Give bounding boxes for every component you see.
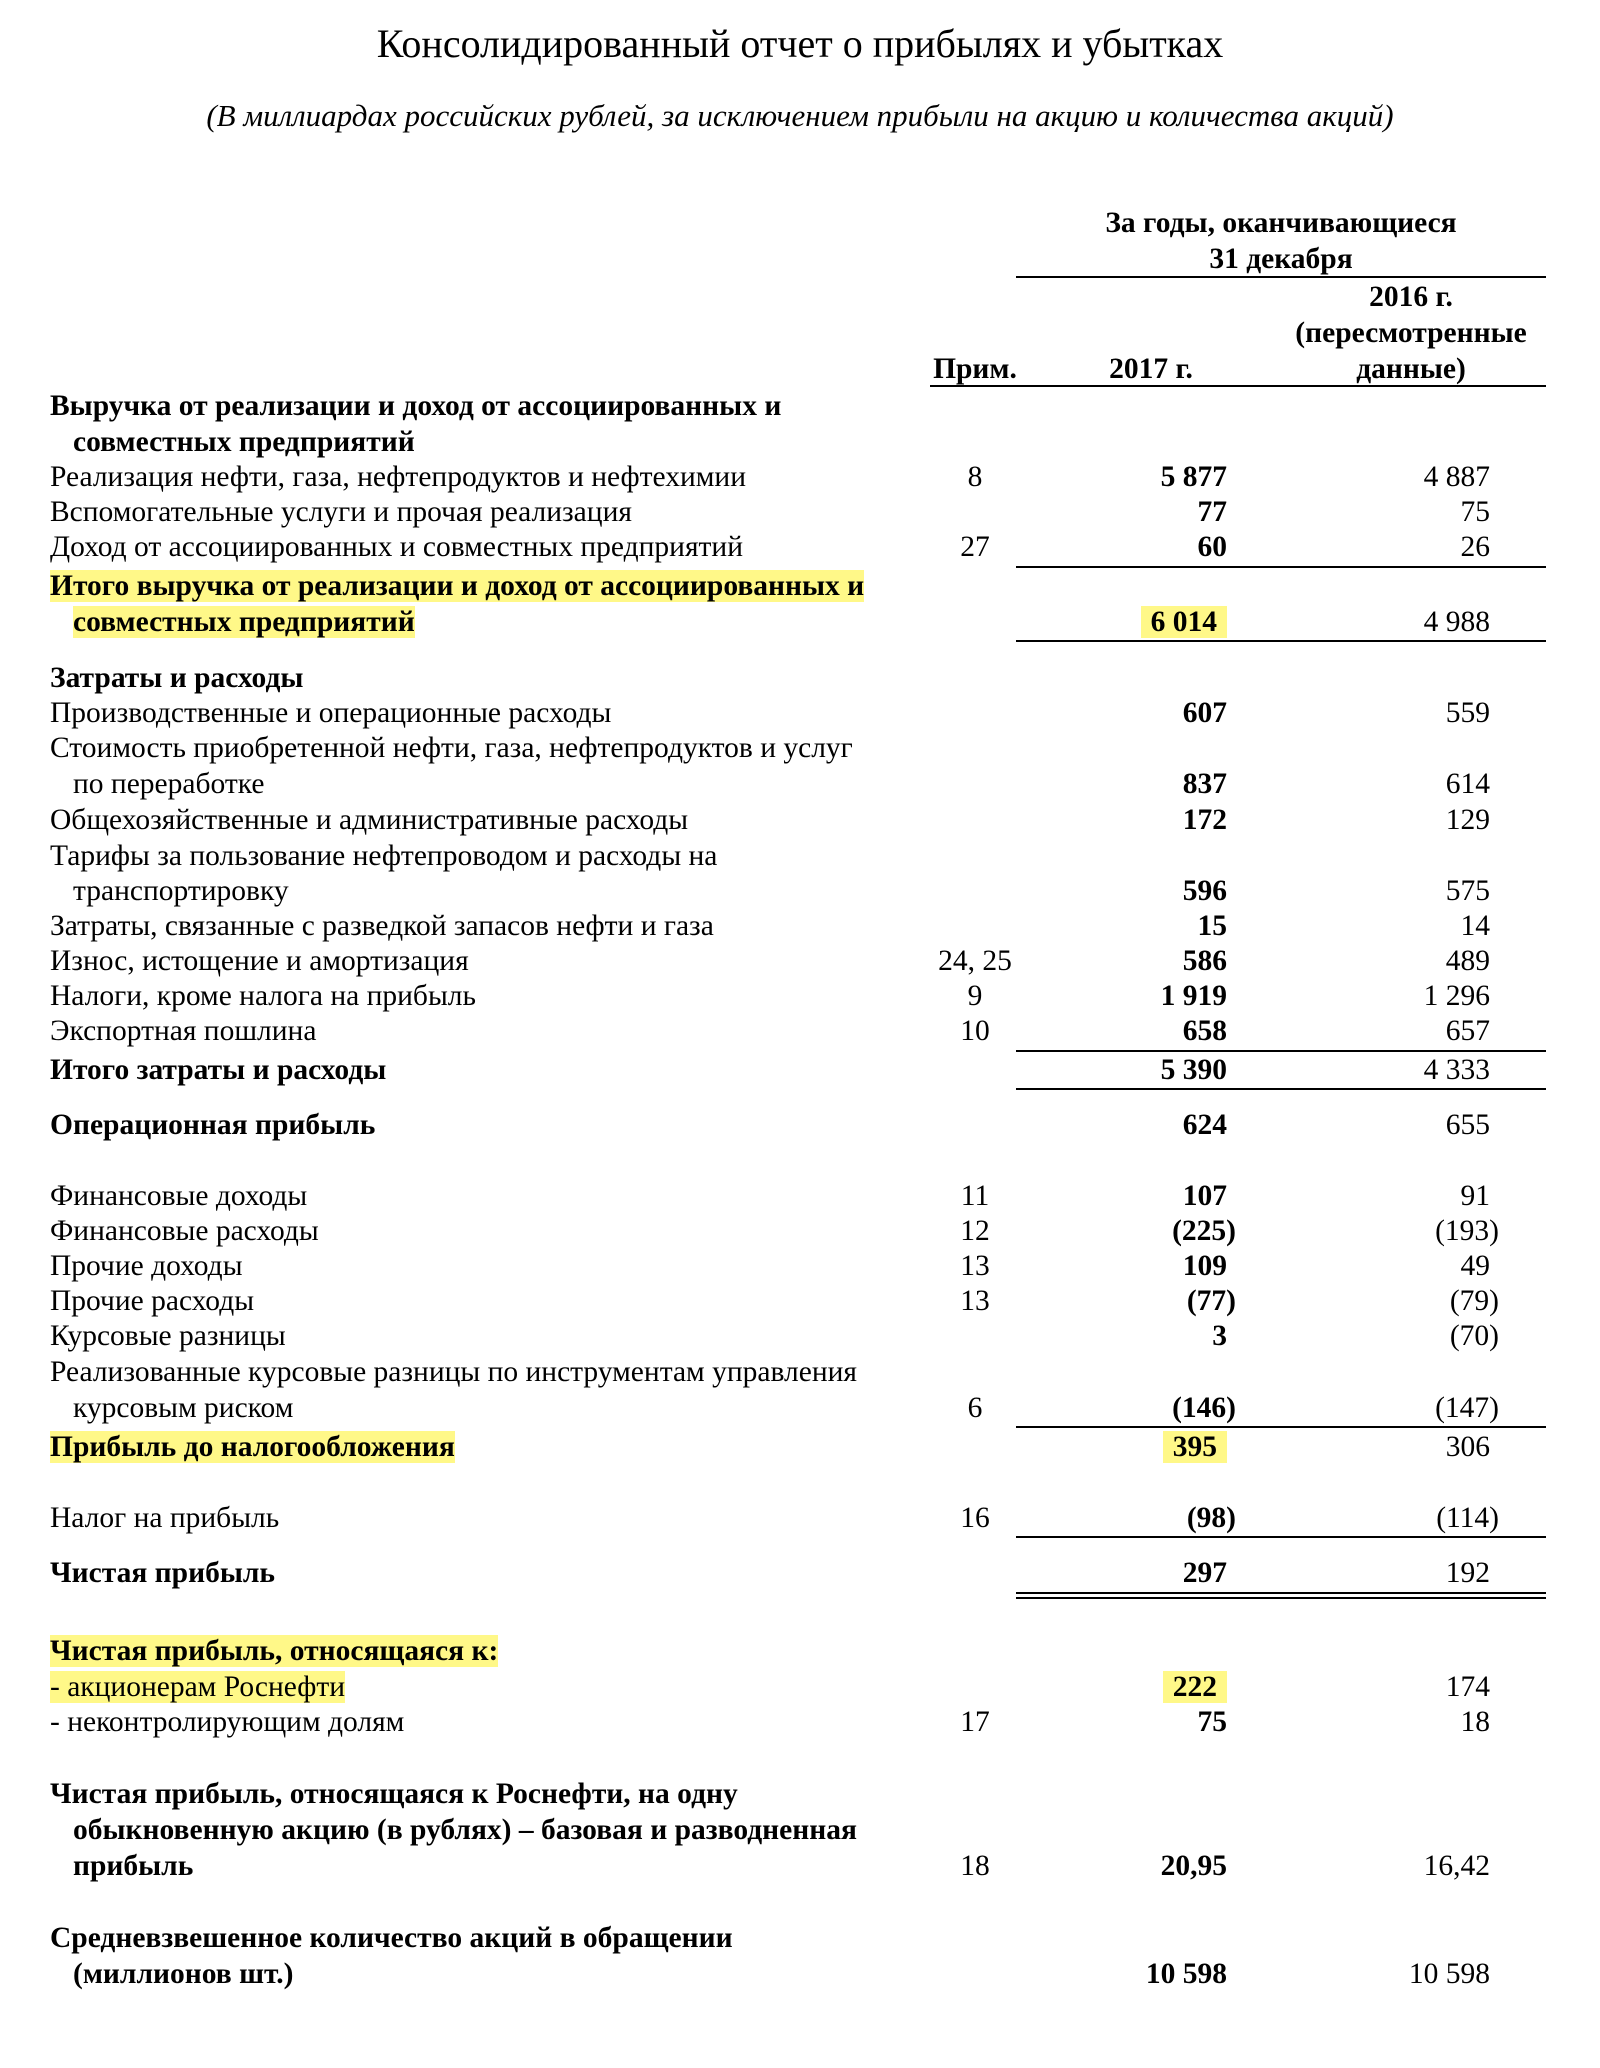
value-2017: 297 bbox=[1182, 1557, 1227, 1589]
eps-label: прибыль bbox=[73, 1850, 194, 1882]
value-2017: 596 bbox=[1182, 875, 1227, 907]
header-bottom-rule bbox=[1016, 385, 1546, 387]
value-2017: 1 919 bbox=[1160, 980, 1227, 1012]
subtotal-rule bbox=[1016, 1536, 1546, 1538]
row-label: Курсовые разницы bbox=[50, 1320, 286, 1352]
value-2017: 5 390 bbox=[1160, 1054, 1227, 1086]
value-2017: 107 bbox=[1182, 1180, 1227, 1212]
revenue-total-2016: 4 988 bbox=[1423, 606, 1490, 638]
row-note: 10 bbox=[960, 1015, 990, 1047]
row-label: Финансовые доходы bbox=[50, 1180, 308, 1212]
header-rule bbox=[1016, 276, 1546, 278]
value-2016: 75 bbox=[1460, 496, 1490, 528]
row-label: Налог на прибыль bbox=[50, 1502, 280, 1534]
value-2017: 5 877 bbox=[1160, 461, 1227, 493]
row-note: 9 bbox=[967, 980, 983, 1012]
value-2017: 109 bbox=[1182, 1250, 1227, 1282]
value-2017: 607 bbox=[1182, 697, 1227, 729]
value-2016: 575 bbox=[1445, 875, 1490, 907]
row-label: Общехозяйственные и административные расходы bbox=[50, 804, 689, 836]
double-rule bbox=[1016, 1592, 1546, 1594]
col-2016-header: 2016 г. bbox=[1369, 281, 1453, 313]
period-header: За годы, оканчивающиеся bbox=[1105, 207, 1457, 239]
row-label: Производственные и операционные расходы bbox=[50, 697, 612, 729]
row-label: Финансовые расходы bbox=[50, 1215, 319, 1247]
value-2016: 192 bbox=[1445, 1557, 1490, 1589]
value-2017: 10 598 bbox=[1145, 1958, 1227, 1990]
shares-label: (миллионов шт.) bbox=[73, 1958, 294, 1990]
revenue-header: совместных предприятий bbox=[73, 426, 415, 458]
revenue-total-label: Итого выручка от реализации и доход от ассоциированных и bbox=[50, 570, 865, 602]
row-note: 12 bbox=[960, 1215, 990, 1247]
row-note: 11 bbox=[960, 1180, 990, 1212]
value-2016: 655 bbox=[1445, 1109, 1490, 1141]
value-2016: 174 bbox=[1445, 1671, 1490, 1703]
value-2016: (114) bbox=[1436, 1502, 1499, 1534]
value-2016: 657 bbox=[1445, 1015, 1490, 1047]
value-2016: 26 bbox=[1460, 531, 1490, 563]
value-2017: 3 bbox=[1212, 1320, 1227, 1352]
value-2017: 77 bbox=[1197, 496, 1227, 528]
col-2017-header: 2017 г. bbox=[1109, 353, 1193, 385]
value-2017: 624 bbox=[1182, 1109, 1227, 1141]
row-label: Прочие доходы bbox=[50, 1250, 243, 1282]
value-2016: (79) bbox=[1449, 1285, 1499, 1317]
value-2017: 658 bbox=[1182, 1015, 1227, 1047]
value-2017: (98) bbox=[1186, 1502, 1236, 1534]
value-2017: 20,95 bbox=[1160, 1850, 1227, 1882]
costs-total-label: Итого затраты и расходы bbox=[50, 1054, 387, 1086]
value-2017: 172 bbox=[1182, 804, 1227, 836]
row-label: - неконтролирующим долям bbox=[50, 1706, 405, 1738]
attr-header: Чистая прибыль, относящаяся к: bbox=[50, 1635, 499, 1667]
eps-label: Чистая прибыль, относящаяся к Роснефти, на одну bbox=[50, 1778, 738, 1810]
value-2016: 559 bbox=[1445, 697, 1490, 729]
col-note-header: Прим. bbox=[933, 353, 1017, 385]
value-2016: 129 bbox=[1445, 804, 1490, 836]
op-profit-label: Операционная прибыль bbox=[50, 1109, 376, 1141]
row-note: 13 bbox=[960, 1250, 990, 1282]
pbt-2017: 395 bbox=[1027, 1429, 1227, 1465]
net-profit-label: Чистая прибыль bbox=[50, 1557, 276, 1589]
col-2016-header: (пересмотренные bbox=[1295, 317, 1527, 349]
value-2016: 306 bbox=[1445, 1431, 1490, 1463]
value-2016: (147) bbox=[1435, 1392, 1499, 1424]
subtotal-rule bbox=[1016, 1426, 1546, 1428]
value-2016: (70) bbox=[1449, 1320, 1499, 1352]
row-label: Реализация нефти, газа, нефтепродуктов и нефтехимии bbox=[50, 461, 747, 493]
row-note: 8 bbox=[967, 461, 983, 493]
row-label: курсовым риском bbox=[73, 1392, 294, 1424]
value-2016: 49 bbox=[1460, 1250, 1490, 1282]
row-label: Стоимость приобретенной нефти, газа, нефтепродуктов и услуг bbox=[50, 732, 853, 764]
pbt-label: Прибыль до налогообложения bbox=[50, 1431, 455, 1463]
page-subtitle: (В миллиардах российских рублей, за исключением прибыли на акцию и количества акций) bbox=[206, 98, 1394, 133]
row-note: 17 bbox=[960, 1706, 990, 1738]
row-label: Налоги, кроме налога на прибыль bbox=[50, 980, 476, 1012]
total-rule bbox=[1016, 640, 1546, 642]
total-rule bbox=[1016, 1088, 1546, 1090]
row-label: - акционерам Роснефти bbox=[50, 1671, 345, 1703]
row-label: Тарифы за пользование нефтепроводом и расходы на bbox=[50, 840, 718, 872]
row-label: Износ, истощение и амортизация bbox=[50, 945, 469, 977]
header-bottom-rule bbox=[930, 385, 1026, 387]
value-2016: 18 bbox=[1460, 1706, 1490, 1738]
period-header-date: 31 декабря bbox=[1209, 243, 1353, 275]
value-2017: (146) bbox=[1172, 1392, 1236, 1424]
value-2016: 489 bbox=[1445, 945, 1490, 977]
value-2017: 586 bbox=[1182, 945, 1227, 977]
row-label: транспортировку bbox=[73, 875, 289, 907]
value-2017: 60 bbox=[1197, 531, 1227, 563]
value-2017: (225) bbox=[1172, 1215, 1236, 1247]
subtotal-rule bbox=[1016, 566, 1546, 568]
revenue-total-2017: 6 014 bbox=[1027, 604, 1227, 640]
row-note: 13 bbox=[960, 1285, 990, 1317]
row-label: Прочие расходы bbox=[50, 1285, 255, 1317]
value-2016: 1 296 bbox=[1423, 980, 1490, 1012]
value-2017: 837 bbox=[1182, 768, 1227, 800]
row-note: 16 bbox=[960, 1502, 990, 1534]
value-2016: 91 bbox=[1460, 1180, 1490, 1212]
value-2016: 14 bbox=[1460, 910, 1490, 942]
attr-shareholders-2017: 222 bbox=[1027, 1669, 1227, 1705]
row-label: Экспортная пошлина bbox=[50, 1015, 317, 1047]
value-2017: (77) bbox=[1186, 1285, 1236, 1317]
row-note: 27 bbox=[960, 531, 990, 563]
row-label: Затраты, связанные с разведкой запасов нефти и газа bbox=[50, 910, 714, 942]
row-label: Доход от ассоциированных и совместных предприятий bbox=[50, 531, 743, 563]
value-2016: (193) bbox=[1435, 1215, 1499, 1247]
value-2016: 614 bbox=[1445, 768, 1490, 800]
value-2016: 4 333 bbox=[1423, 1054, 1490, 1086]
value-2017: 75 bbox=[1197, 1706, 1227, 1738]
row-note: 24, 25 bbox=[938, 945, 1012, 977]
page-title: Консолидированный отчет о прибылях и убытках bbox=[376, 21, 1224, 66]
eps-label: обыкновенную акцию (в рублях) – базовая и разводненная bbox=[73, 1814, 857, 1846]
revenue-total-label: совместных предприятий bbox=[73, 606, 415, 638]
value-2016: 16,42 bbox=[1423, 1850, 1490, 1882]
value-2016: 4 887 bbox=[1423, 461, 1490, 493]
value-2017: 15 bbox=[1197, 910, 1227, 942]
costs-header: Затраты и расходы bbox=[50, 662, 304, 694]
row-label: Вспомогательные услуги и прочая реализация bbox=[50, 496, 632, 528]
col-2016-header: данные) bbox=[1356, 353, 1466, 385]
row-label: по переработке bbox=[73, 768, 265, 800]
row-label: Реализованные курсовые разницы по инструментам управления bbox=[50, 1356, 857, 1388]
row-note: 18 bbox=[960, 1850, 990, 1882]
shares-label: Средневзвешенное количество акций в обращении bbox=[50, 1922, 733, 1954]
row-note: 6 bbox=[967, 1392, 983, 1424]
double-rule bbox=[1016, 1597, 1546, 1599]
value-2016: 10 598 bbox=[1408, 1958, 1490, 1990]
revenue-header: Выручка от реализации и доход от ассоциированных и bbox=[50, 390, 782, 422]
